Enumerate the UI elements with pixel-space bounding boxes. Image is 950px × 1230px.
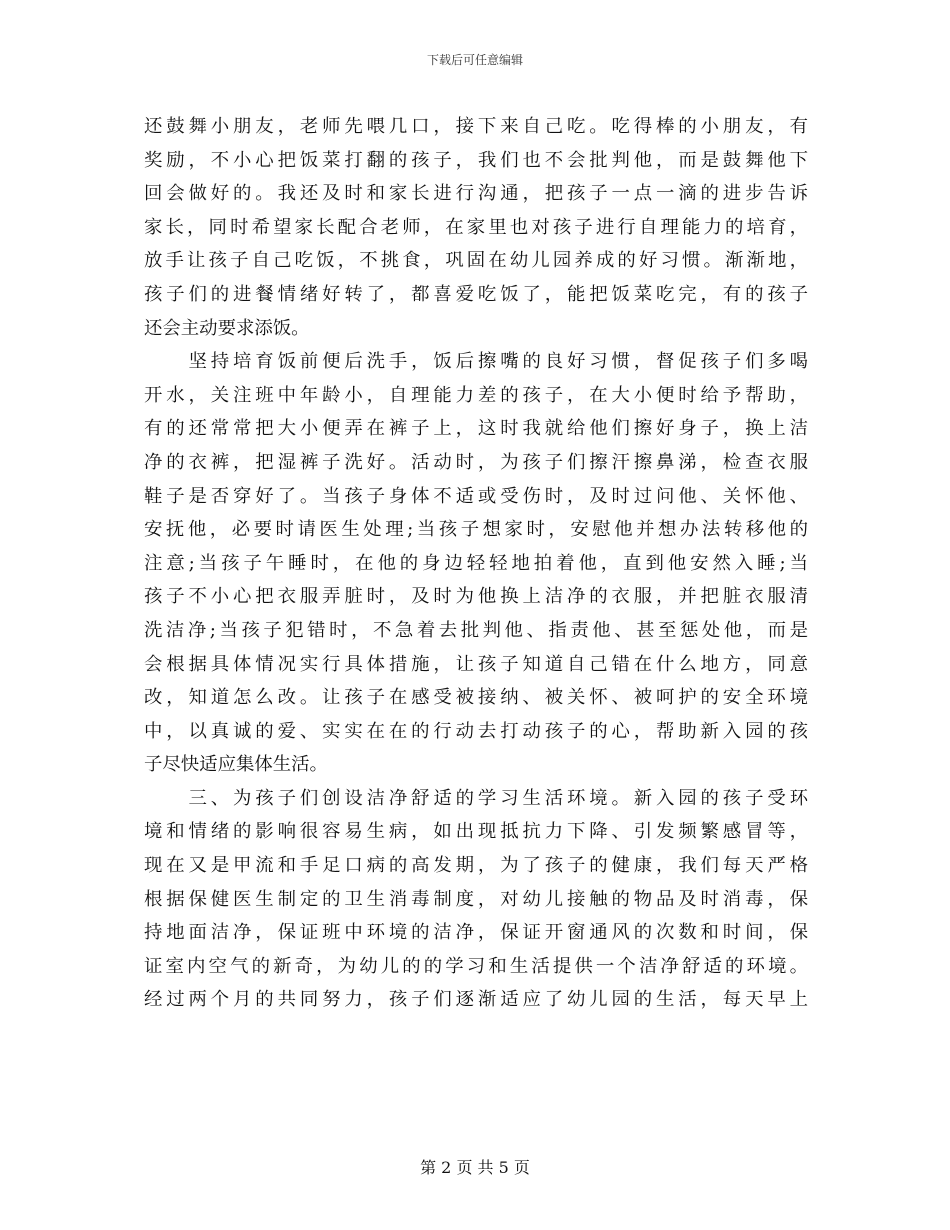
text-line: 开水，关注班中年龄小，自理能力差的孩子，在大小便时给予帮助， [144, 384, 808, 406]
text-line: 奖励，不小心把饭菜打翻的孩子，我们也不会批判他，而是鼓舞他下 [144, 149, 808, 171]
text-line: 三、为孩子们创设洁净舒适的学习生活环境。新入园的孩子受环 [144, 787, 808, 809]
text-line: 根据保健医生制定的卫生消毒制度，对幼儿接触的物品及时消毒，保 [144, 888, 808, 910]
text-line: 会根据具体情况实行具体措施，让孩子知道自己错在什么地方，同意 [144, 653, 808, 675]
text-line: 还鼓舞小朋友，老师先喂几口，接下来自己吃。吃得棒的小朋友，有 [144, 116, 808, 137]
text-line: 放手让孩子自己吃饭，不挑食，巩固在幼儿园养成的好习惯。渐渐地， [144, 250, 808, 272]
text-line: 家长，同时希望家长配合老师，在家里也对孩子进行自理能力的培育， [144, 216, 808, 238]
text-line: 改，知道怎么改。让孩子在感受被接纳、被关怀、被呵护的安全环境 [144, 687, 808, 709]
text-line: 境和情绪的影响很容易生病，如出现抵抗力下降、引发频繁感冒等， [144, 821, 808, 843]
text-line: 孩子们的进餐情绪好转了，都喜爱吃饭了，能把饭菜吃完，有的孩子 [144, 283, 808, 305]
text-line: 中，以真诚的爱、实实在在的行动去打动孩子的心，帮助新入园的孩 [144, 720, 808, 742]
text-line: 回会做好的。我还及时和家长进行沟通，把孩子一点一滴的进步告诉 [144, 183, 808, 205]
text-line: 现在又是甲流和手足口病的高发期，为了孩子的健康，我们每天严格 [144, 855, 808, 877]
document-body [144, 110, 808, 1017]
text-line: 孩子不小心把衣服弄脏时，及时为他换上洁净的衣服，并把脏衣服清 [144, 586, 808, 608]
text-line: 洗洁净;当孩子犯错时，不急着去批判他、指责他、甚至惩处他，而是 [144, 619, 808, 641]
text-line: 安抚他，必要时请医生处理;当孩子想家时，安慰他并想办法转移他的 [144, 519, 808, 541]
text-line: 经过两个月的共同努力，孩子们逐渐适应了幼儿园的生活，每天早上 [144, 989, 808, 1011]
text-line: 持地面洁净，保证班中环境的洁净，保证开窗通风的次数和时间，保 [144, 922, 808, 944]
page-number: 第 2 页 共 5 页 [420, 1158, 530, 1177]
text-line: 净的衣裤，把湿裤子洗好。活动时，为孩子们擦汗擦鼻涕，检查衣服 [144, 451, 808, 473]
text-line: 还会主动要求添饭。 [144, 317, 310, 339]
text-line: 注意;当孩子午睡时，在他的身边轻轻地拍着他，直到他安然入睡;当 [144, 552, 808, 574]
text-line: 鞋子是否穿好了。当孩子身体不适或受伤时，及时过问他、关怀他、 [144, 485, 808, 507]
page-header: 下载后可任意编辑 [426, 53, 523, 67]
text-line: 证室内空气的新奇，为幼儿的的学习和生活提供一个洁净舒适的环境。 [144, 955, 808, 977]
text-line: 有的还常常把大小便弄在裤子上，这时我就给他们擦好身子，换上洁 [144, 418, 808, 440]
text-line: 坚持培育饭前便后洗手，饭后擦嘴的良好习惯，督促孩子们多喝 [144, 351, 808, 373]
text-line: 子尽快适应集体生活。 [144, 754, 328, 776]
